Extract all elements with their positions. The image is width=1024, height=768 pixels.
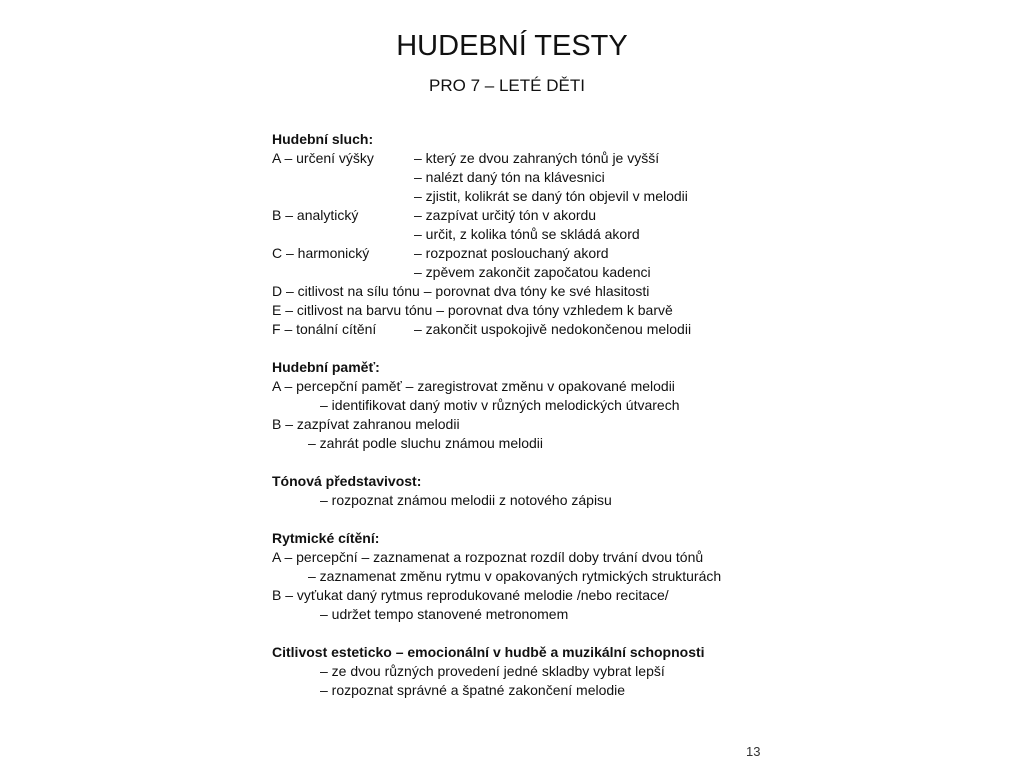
list-item: E – citlivost na barvu tónu – porovnat dva tóny vzhledem k barvě [272,302,673,318]
section-hudebni-sluch [272,130,832,339]
item-text: – zjistit, kolikrát se daný tón objevil v melodii [414,188,688,204]
list-item: D – citlivost na sílu tónu – porovnat dva tóny ke své hlasitosti [272,283,650,299]
list-item [272,320,832,339]
item-label: F – tonální cítění [272,321,377,337]
item-label: B – analytický [272,207,359,223]
list-item: – rozpoznat správné a špatné zakončení melodie [320,682,626,698]
list-item: B – zazpívat zahranou melodii [272,416,460,432]
test-list [272,130,832,719]
list-item: – ze dvou různých provedení jedné skladby vybrat lepší [320,663,665,679]
item-text: – rozpoznat poslouchaný akord [414,245,609,261]
list-item [272,187,832,206]
item-label: C – harmonický [272,245,370,261]
list-item [272,168,832,187]
section-heading: Tónová představivost: [272,473,422,489]
list-item: – zahrát podle sluchu známou melodii [308,435,544,451]
page-subtitle: PRO 7 – LETÉ DĚTI [429,76,585,95]
item-text: – nalézt daný tón na klávesnici [414,169,605,185]
item-label: A – určení výšky [272,150,374,166]
list-item: – udržet tempo stanovené metronomem [320,606,569,622]
page-number: 13 [746,744,761,759]
item-text: – určit, z kolika tónů se skládá akord [414,226,640,242]
list-item: – zaznamenat změnu rytmu v opakovaných rytmických strukturách [308,568,722,584]
list-item: – identifikovat daný motiv v různých melodických útvarech [320,397,680,413]
list-item [272,263,832,282]
list-item [272,149,832,168]
section-hudebni-pamet [272,358,832,453]
list-item [272,244,832,263]
item-text: – zpěvem zakončit započatou kadenci [414,264,651,280]
list-item: B – vyťukat daný rytmus reprodukované melodie /nebo recitace/ [272,587,669,603]
section-heading: Hudební sluch: [272,131,374,147]
section-rytmicke-citeni [272,529,832,624]
section-heading: Rytmické cítění: [272,530,380,546]
item-text: – který ze dvou zahraných tónů je vyšší [414,150,660,166]
list-item: A – percepční – zaznamenat a rozpoznat rozdíl doby trvání dvou tónů [272,549,704,565]
list-item: – rozpoznat známou melodii z notového zápisu [320,492,612,508]
section-citlivost [272,643,832,700]
section-heading: Citlivost esteticko – emocionální v hudbě a muzikální schopnosti [272,644,705,660]
item-text: – zazpívat určitý tón v akordu [414,207,597,223]
item-text: – zakončit uspokojivě nedokončenou melodii [414,321,692,337]
list-item [272,225,832,244]
section-tonova-predstavivost [272,472,832,510]
page-title: HUDEBNÍ TESTY [396,30,628,62]
list-item: A – percepční paměť – zaregistrovat změnu v opakované melodii [272,378,675,394]
list-item [272,206,832,225]
section-heading: Hudební paměť: [272,359,380,375]
